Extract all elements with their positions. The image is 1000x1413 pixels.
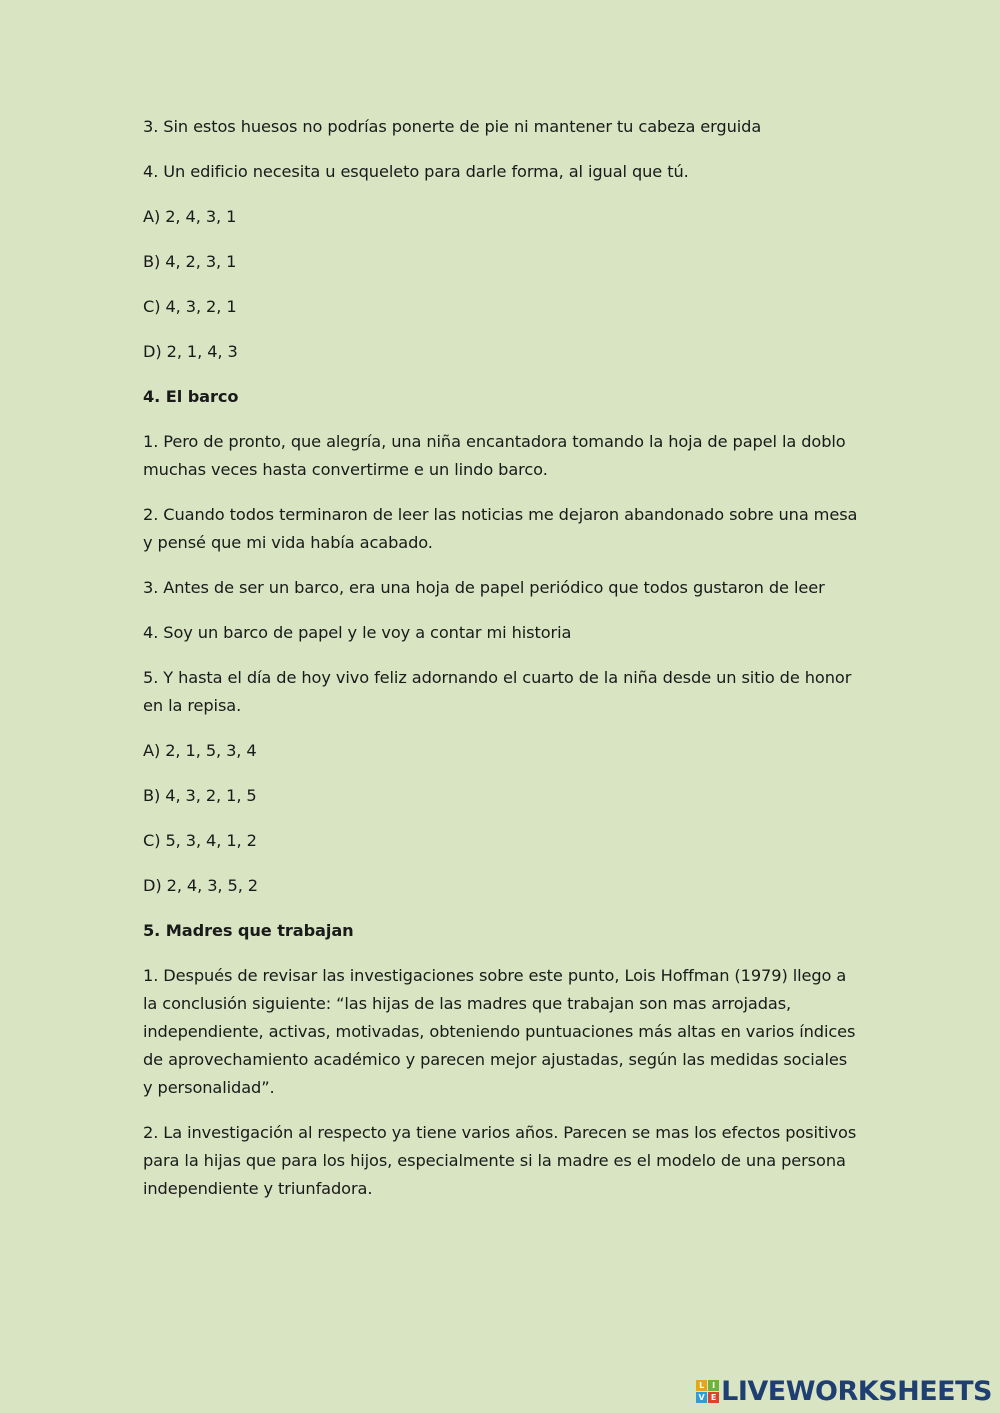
logo-mark-letter: L <box>696 1380 707 1391</box>
worksheet-content <box>143 113 858 1220</box>
paragraph: 4. Soy un barco de papel y le voy a contar mi historia <box>143 623 572 642</box>
logo-mark-letter: I <box>708 1380 719 1391</box>
liveworksheets-mark-icon <box>696 1380 719 1403</box>
paragraph: 4. Un edificio necesita u esqueleto para darle forma, al igual que tú. <box>143 162 689 181</box>
paragraph: 1. Pero de pronto, que alegría, una niña encantadora tomando la hoja de papel la doblo muchas veces hasta convertirme e un lindo barco. <box>143 432 846 479</box>
logo-text: LIVEWORKSHEETS <box>721 1375 992 1407</box>
section-heading: 4. El barco <box>143 387 239 406</box>
paragraph: 1. Después de revisar las investigaciones sobre este punto, Lois Hoffman (1979) llego a la conclusión siguiente: “las hijas de las madres que trabajan son mas arrojadas, independiente, activas, motivadas, obteniendo puntuaciones más altas en varios índices de aprovechamiento académico y parecen mejor ajustadas, según las medidas sociales y personalidad”. <box>143 966 856 1097</box>
paragraph: 5. Y hasta el día de hoy vivo feliz adornando el cuarto de la niña desde un sitio de honor en la repisa. <box>143 668 852 715</box>
liveworksheets-logo <box>696 1373 992 1409</box>
section-heading: 5. Madres que trabajan <box>143 921 354 940</box>
answer-option: D) 2, 4, 3, 5, 2 <box>143 876 258 895</box>
answer-option: C) 4, 3, 2, 1 <box>143 297 237 316</box>
paragraph: 3. Antes de ser un barco, era una hoja de papel periódico que todos gustaron de leer <box>143 578 825 597</box>
logo-mark-letter: V <box>696 1392 707 1403</box>
answer-option: A) 2, 4, 3, 1 <box>143 207 237 226</box>
answer-option: A) 2, 1, 5, 3, 4 <box>143 741 257 760</box>
answer-option: D) 2, 1, 4, 3 <box>143 342 238 361</box>
paragraph: 2. Cuando todos terminaron de leer las noticias me dejaron abandonado sobre una mesa y pensé que mi vida había acabado. <box>143 505 858 552</box>
answer-option: B) 4, 2, 3, 1 <box>143 252 237 271</box>
paragraph: 2. La investigación al respecto ya tiene varios años. Parecen se mas los efectos positivos para la hijas que para los hijos, especialmente si la madre es el modelo de una persona independiente y triunfadora. <box>143 1123 857 1198</box>
answer-option: C) 5, 3, 4, 1, 2 <box>143 831 257 850</box>
logo-mark-letter: E <box>708 1392 719 1403</box>
paragraph: 3. Sin estos huesos no podrías ponerte de pie ni mantener tu cabeza erguida <box>143 117 762 136</box>
answer-option: B) 4, 3, 2, 1, 5 <box>143 786 257 805</box>
